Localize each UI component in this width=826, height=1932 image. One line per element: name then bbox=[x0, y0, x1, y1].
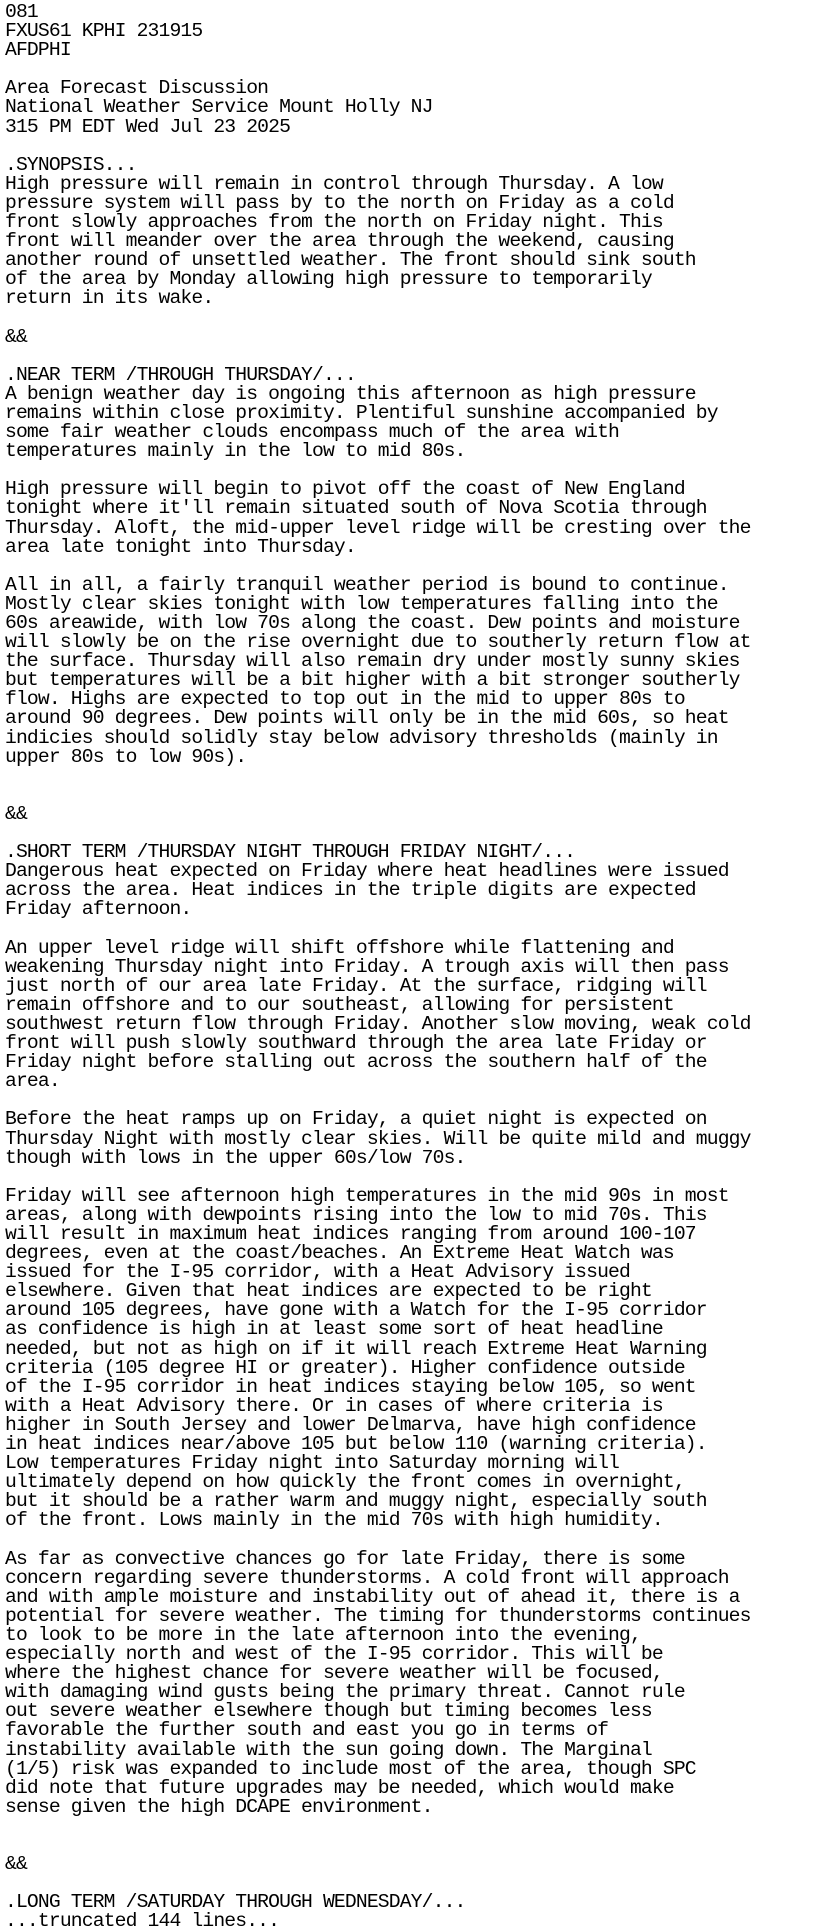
text-line: with a Heat Advisory there. Or in cases of where criteria is bbox=[5, 1394, 663, 1417]
blank-line bbox=[5, 1168, 826, 1187]
text-line: criteria (105 degree HI or greater). Higher confidence outside bbox=[5, 1356, 685, 1379]
text-line: tonight where it'll remain situated south of Nova Scotia through bbox=[5, 497, 707, 520]
text-line: the surface. Thursday will also remain dry under mostly sunny skies bbox=[5, 650, 740, 673]
text-line: another round of unsettled weather. The front should sink south bbox=[5, 249, 696, 272]
text-line: Thursday Night with mostly clear skies. Will be quite mild and muggy bbox=[5, 1127, 751, 1150]
text-line: Area Forecast Discussion bbox=[5, 77, 269, 100]
text-line: AFDPHI bbox=[5, 39, 71, 62]
text-line: && bbox=[5, 802, 27, 825]
text-line: .NEAR TERM /THROUGH THURSDAY/... bbox=[5, 363, 356, 386]
text-line: weakening Thursday night into Friday. A trough axis will then pass bbox=[5, 955, 729, 978]
text-line: 081 bbox=[5, 1, 38, 23]
text-line: around 105 degrees, have gone with a Watch for the I-95 corridor bbox=[5, 1299, 707, 1322]
text-line: Friday will see afternoon high temperatures in the mid 90s in most bbox=[5, 1184, 729, 1207]
text-line: An upper level ridge will shift offshore while flattening and bbox=[5, 936, 674, 959]
text-line: flow. Highs are expected to top out in the mid to upper 80s to bbox=[5, 688, 685, 711]
text-line: favorable the further south and east you go in terms of bbox=[5, 1719, 609, 1742]
text-line: (1/5) risk was expanded to include most of the area, though SPC bbox=[5, 1757, 696, 1780]
text-line: .LONG TERM /SATURDAY THROUGH WEDNESDAY/... bbox=[5, 1891, 466, 1914]
blank-line bbox=[5, 1817, 826, 1836]
text-line: FXUS61 KPHI 231915 bbox=[5, 20, 203, 43]
text-line: upper 80s to low 90s). bbox=[5, 745, 247, 768]
text-line: area. bbox=[5, 1070, 60, 1093]
text-line: High pressure will begin to pivot off the coast of New England bbox=[5, 478, 685, 501]
text-line: around 90 degrees. Dew points will only be in the mid 60s, so heat bbox=[5, 707, 729, 730]
blank-line bbox=[5, 137, 826, 156]
text-line: front will push slowly southward through the area late Friday or bbox=[5, 1032, 707, 1055]
text-line: .SHORT TERM /THURSDAY NIGHT THROUGH FRIDAY NIGHT/... bbox=[5, 841, 576, 864]
text-line: where the highest chance for severe weather will be focused, bbox=[5, 1662, 663, 1685]
text-line: pressure system will pass by to the north on Friday as a cold bbox=[5, 191, 674, 214]
text-line: some fair weather clouds encompass much of the area with bbox=[5, 421, 620, 444]
blank-line bbox=[5, 1531, 826, 1550]
blank-line bbox=[5, 767, 826, 786]
text-line: higher in South Jersey and lower Delmarva, have high confidence bbox=[5, 1413, 696, 1436]
text-line: elsewhere. Given that heat indices are expected to be right bbox=[5, 1280, 652, 1303]
text-line: degrees, even at the coast/beaches. An Extreme Heat Watch was bbox=[5, 1242, 674, 1265]
text-line: of the area by Monday allowing high pressure to temporarily bbox=[5, 268, 652, 291]
text-line: front slowly approaches from the north on Friday night. This bbox=[5, 211, 663, 234]
blank-line bbox=[5, 920, 826, 939]
text-line: across the area. Heat indices in the triple digits are expected bbox=[5, 879, 696, 902]
text-line: will slowly be on the rise overnight due to southerly return flow at bbox=[5, 631, 751, 654]
text-line: out severe weather elsewhere though but timing becomes less bbox=[5, 1700, 652, 1723]
text-line: area late tonight into Thursday. bbox=[5, 535, 356, 558]
text-line: ultimately depend on how quickly the front comes in overnight, bbox=[5, 1471, 685, 1494]
text-line: Thursday. Aloft, the mid-upper level ridge will be cresting over the bbox=[5, 516, 751, 539]
blank-line bbox=[5, 786, 826, 805]
text-line: but it should be a rather warm and muggy night, especially south bbox=[5, 1490, 707, 1513]
text-line: 315 PM EDT Wed Jul 23 2025 bbox=[5, 115, 291, 138]
text-line: instability available with the sun going down. The Marginal bbox=[5, 1738, 652, 1761]
text-line: A benign weather day is ongoing this afternoon as high pressure bbox=[5, 382, 696, 405]
text-line: Low temperatures Friday night into Saturday morning will bbox=[5, 1452, 620, 1475]
text-line: Mostly clear skies tonight with low temperatures falling into the bbox=[5, 592, 718, 615]
text-line: will result in maximum heat indices ranging from around 100-107 bbox=[5, 1223, 696, 1245]
text-line: High pressure will remain in control through Thursday. A low bbox=[5, 172, 663, 195]
text-line: issued for the I-95 corridor, with a Heat Advisory issued bbox=[5, 1261, 630, 1284]
text-line: front will meander over the area through the weekend, causing bbox=[5, 230, 674, 253]
text-line: especially north and west of the I-95 corridor. This will be bbox=[5, 1643, 663, 1666]
text-line: just north of our area late Friday. At the surface, ridging will bbox=[5, 974, 707, 997]
text-line: as confidence is high in at least some sort of heat headline bbox=[5, 1318, 663, 1341]
text-line: Before the heat ramps up on Friday, a quiet night is expected on bbox=[5, 1108, 707, 1131]
text-line: areas, along with dewpoints rising into the low to mid 70s. This bbox=[5, 1203, 707, 1226]
text-line: ...truncated 144 lines... bbox=[5, 1910, 280, 1932]
text-line: but temperatures will be a bit higher with a bit stronger southerly bbox=[5, 669, 740, 692]
text-line: indicies should solidly stay below advisory thresholds (mainly in bbox=[5, 726, 718, 749]
text-line: remain offshore and to our southeast, allowing for persistent bbox=[5, 993, 674, 1016]
blank-line bbox=[5, 557, 826, 576]
text-line: As far as convective chances go for late Friday, there is some bbox=[5, 1547, 685, 1570]
text-line: potential for severe weather. The timing for thunderstorms continues bbox=[5, 1604, 751, 1627]
text-line: remains within close proximity. Plentiful sunshine accompanied by bbox=[5, 401, 718, 424]
text-line: in heat indices near/above 105 but below 110 (warning criteria). bbox=[5, 1433, 707, 1456]
text-line: sense given the high DCAPE environment. bbox=[5, 1795, 433, 1818]
text-line: 60s areawide, with low 70s along the coast. Dew points and moisture bbox=[5, 612, 740, 634]
text-line: Friday night before stalling out across the southern half of the bbox=[5, 1051, 707, 1074]
text-line: southwest return flow through Friday. Another slow moving, weak cold bbox=[5, 1012, 751, 1035]
text-line: return in its wake. bbox=[5, 287, 214, 310]
text-line: though with lows in the upper 60s/low 70s. bbox=[5, 1146, 466, 1169]
text-line: && bbox=[5, 1853, 27, 1876]
text-line: Friday afternoon. bbox=[5, 898, 192, 921]
text-line: .SYNOPSIS... bbox=[5, 153, 137, 176]
text-line: to look to be more in the late afternoon into the evening, bbox=[5, 1623, 641, 1646]
text-line: National Weather Service Mount Holly NJ bbox=[5, 96, 433, 119]
blank-line bbox=[5, 347, 826, 366]
blank-line bbox=[5, 1836, 826, 1855]
text-line: Dangerous heat expected on Friday where heat headlines were issued bbox=[5, 860, 729, 883]
text-line: temperatures mainly in the low to mid 80s. bbox=[5, 440, 466, 463]
text-line: needed, but not as high on if it will reach Extreme Heat Warning bbox=[5, 1337, 707, 1360]
text-line: did note that future upgrades may be needed, which would make bbox=[5, 1776, 674, 1799]
text-line: All in all, a fairly tranquil weather period is bound to continue. bbox=[5, 573, 729, 596]
text-line: and with ample moisture and instability out of ahead it, there is a bbox=[5, 1585, 740, 1608]
text-line: with damaging wind gusts being the primary threat. Cannot rule bbox=[5, 1681, 685, 1704]
text-line: && bbox=[5, 325, 27, 348]
text-line: of the I-95 corridor in heat indices staying below 105, so went bbox=[5, 1375, 696, 1398]
text-line: of the front. Lows mainly in the mid 70s with high humidity. bbox=[5, 1509, 663, 1532]
blank-line bbox=[5, 309, 826, 328]
text-line: concern regarding severe thunderstorms. A cold front will approach bbox=[5, 1566, 729, 1589]
